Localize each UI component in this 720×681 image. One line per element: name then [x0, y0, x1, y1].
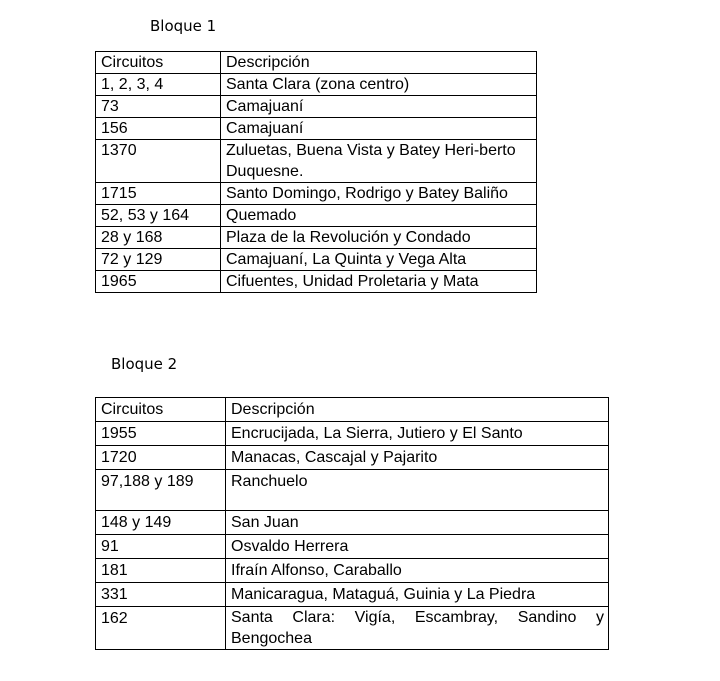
cell-circuitos: 181	[96, 559, 226, 583]
bloque-2-table	[95, 397, 609, 650]
table-row	[96, 511, 609, 535]
cell-circuitos: 97,188 y 189	[96, 470, 226, 511]
cell-circuitos: 1720	[96, 446, 226, 470]
table-row	[96, 96, 537, 118]
cell-descripcion: Quemado	[221, 205, 537, 227]
table-row	[96, 446, 609, 470]
cell-circuitos: 72 y 129	[96, 249, 221, 271]
table-row	[96, 140, 537, 183]
cell-descripcion: Camajuaní, La Quinta y Vega Alta	[221, 249, 537, 271]
cell-descripcion: Plaza de la Revolución y Condado	[221, 227, 537, 249]
cell-circuitos: 331	[96, 583, 226, 607]
cell-circuitos: 91	[96, 535, 226, 559]
cell-descripcion: Santa Clara (zona centro)	[221, 74, 537, 96]
table-row	[96, 422, 609, 446]
cell-circuitos: 148 y 149	[96, 511, 226, 535]
table-row	[96, 183, 537, 205]
table-row	[96, 249, 537, 271]
table-row	[96, 559, 609, 583]
cell-descripcion: Santo Domingo, Rodrigo y Batey Baliño	[221, 183, 537, 205]
cell-circuitos: 28 y 168	[96, 227, 221, 249]
cell-circuitos: 162	[96, 607, 226, 650]
cell-circuitos: 73	[96, 96, 221, 118]
cell-circuitos: 52, 53 y 164	[96, 205, 221, 227]
cell-descripcion: Ifraín Alfonso, Caraballo	[226, 559, 609, 583]
cell-circuitos: 1965	[96, 271, 221, 293]
cell-circuitos: 1955	[96, 422, 226, 446]
table-header-row	[96, 52, 537, 74]
cell-circuitos: 1715	[96, 183, 221, 205]
cell-descripcion: Zuluetas, Buena Vista y Batey Heri-berto Duquesne.	[221, 140, 537, 183]
cell-descripcion: Osvaldo Herrera	[226, 535, 609, 559]
header-descripcion: Descripción	[226, 398, 609, 422]
table-row	[96, 74, 537, 96]
cell-descripcion: Santa Clara: Vigía, Escambray, Sandino y Bengochea	[226, 607, 609, 650]
bloque-1-table	[95, 51, 537, 293]
table-row	[96, 535, 609, 559]
bloque-1-title: Bloque 1	[150, 17, 217, 35]
cell-descripcion: San Juan	[226, 511, 609, 535]
cell-circuitos: 1370	[96, 140, 221, 183]
cell-descripcion: Camajuaní	[221, 96, 537, 118]
cell-descripcion: Encrucijada, La Sierra, Jutiero y El Santo	[226, 422, 609, 446]
table-row	[96, 607, 609, 650]
table-header-row	[96, 398, 609, 422]
header-descripcion: Descripción	[221, 52, 537, 74]
table-row	[96, 470, 609, 511]
table-row	[96, 227, 537, 249]
cell-descripcion: Ranchuelo	[226, 470, 609, 511]
table-row	[96, 583, 609, 607]
bloque-2-title: Bloque 2	[111, 355, 178, 373]
cell-descripcion: Manacas, Cascajal y Pajarito	[226, 446, 609, 470]
table-row	[96, 118, 537, 140]
cell-circuitos: 156	[96, 118, 221, 140]
cell-circuitos: 1, 2, 3, 4	[96, 74, 221, 96]
header-circuitos: Circuitos	[96, 398, 226, 422]
cell-descripcion: Camajuaní	[221, 118, 537, 140]
cell-descripcion: Cifuentes, Unidad Proletaria y Mata	[221, 271, 537, 293]
header-circuitos: Circuitos	[96, 52, 221, 74]
cell-descripcion: Manicaragua, Mataguá, Guinia y La Piedra	[226, 583, 609, 607]
table-row	[96, 205, 537, 227]
table-row	[96, 271, 537, 293]
